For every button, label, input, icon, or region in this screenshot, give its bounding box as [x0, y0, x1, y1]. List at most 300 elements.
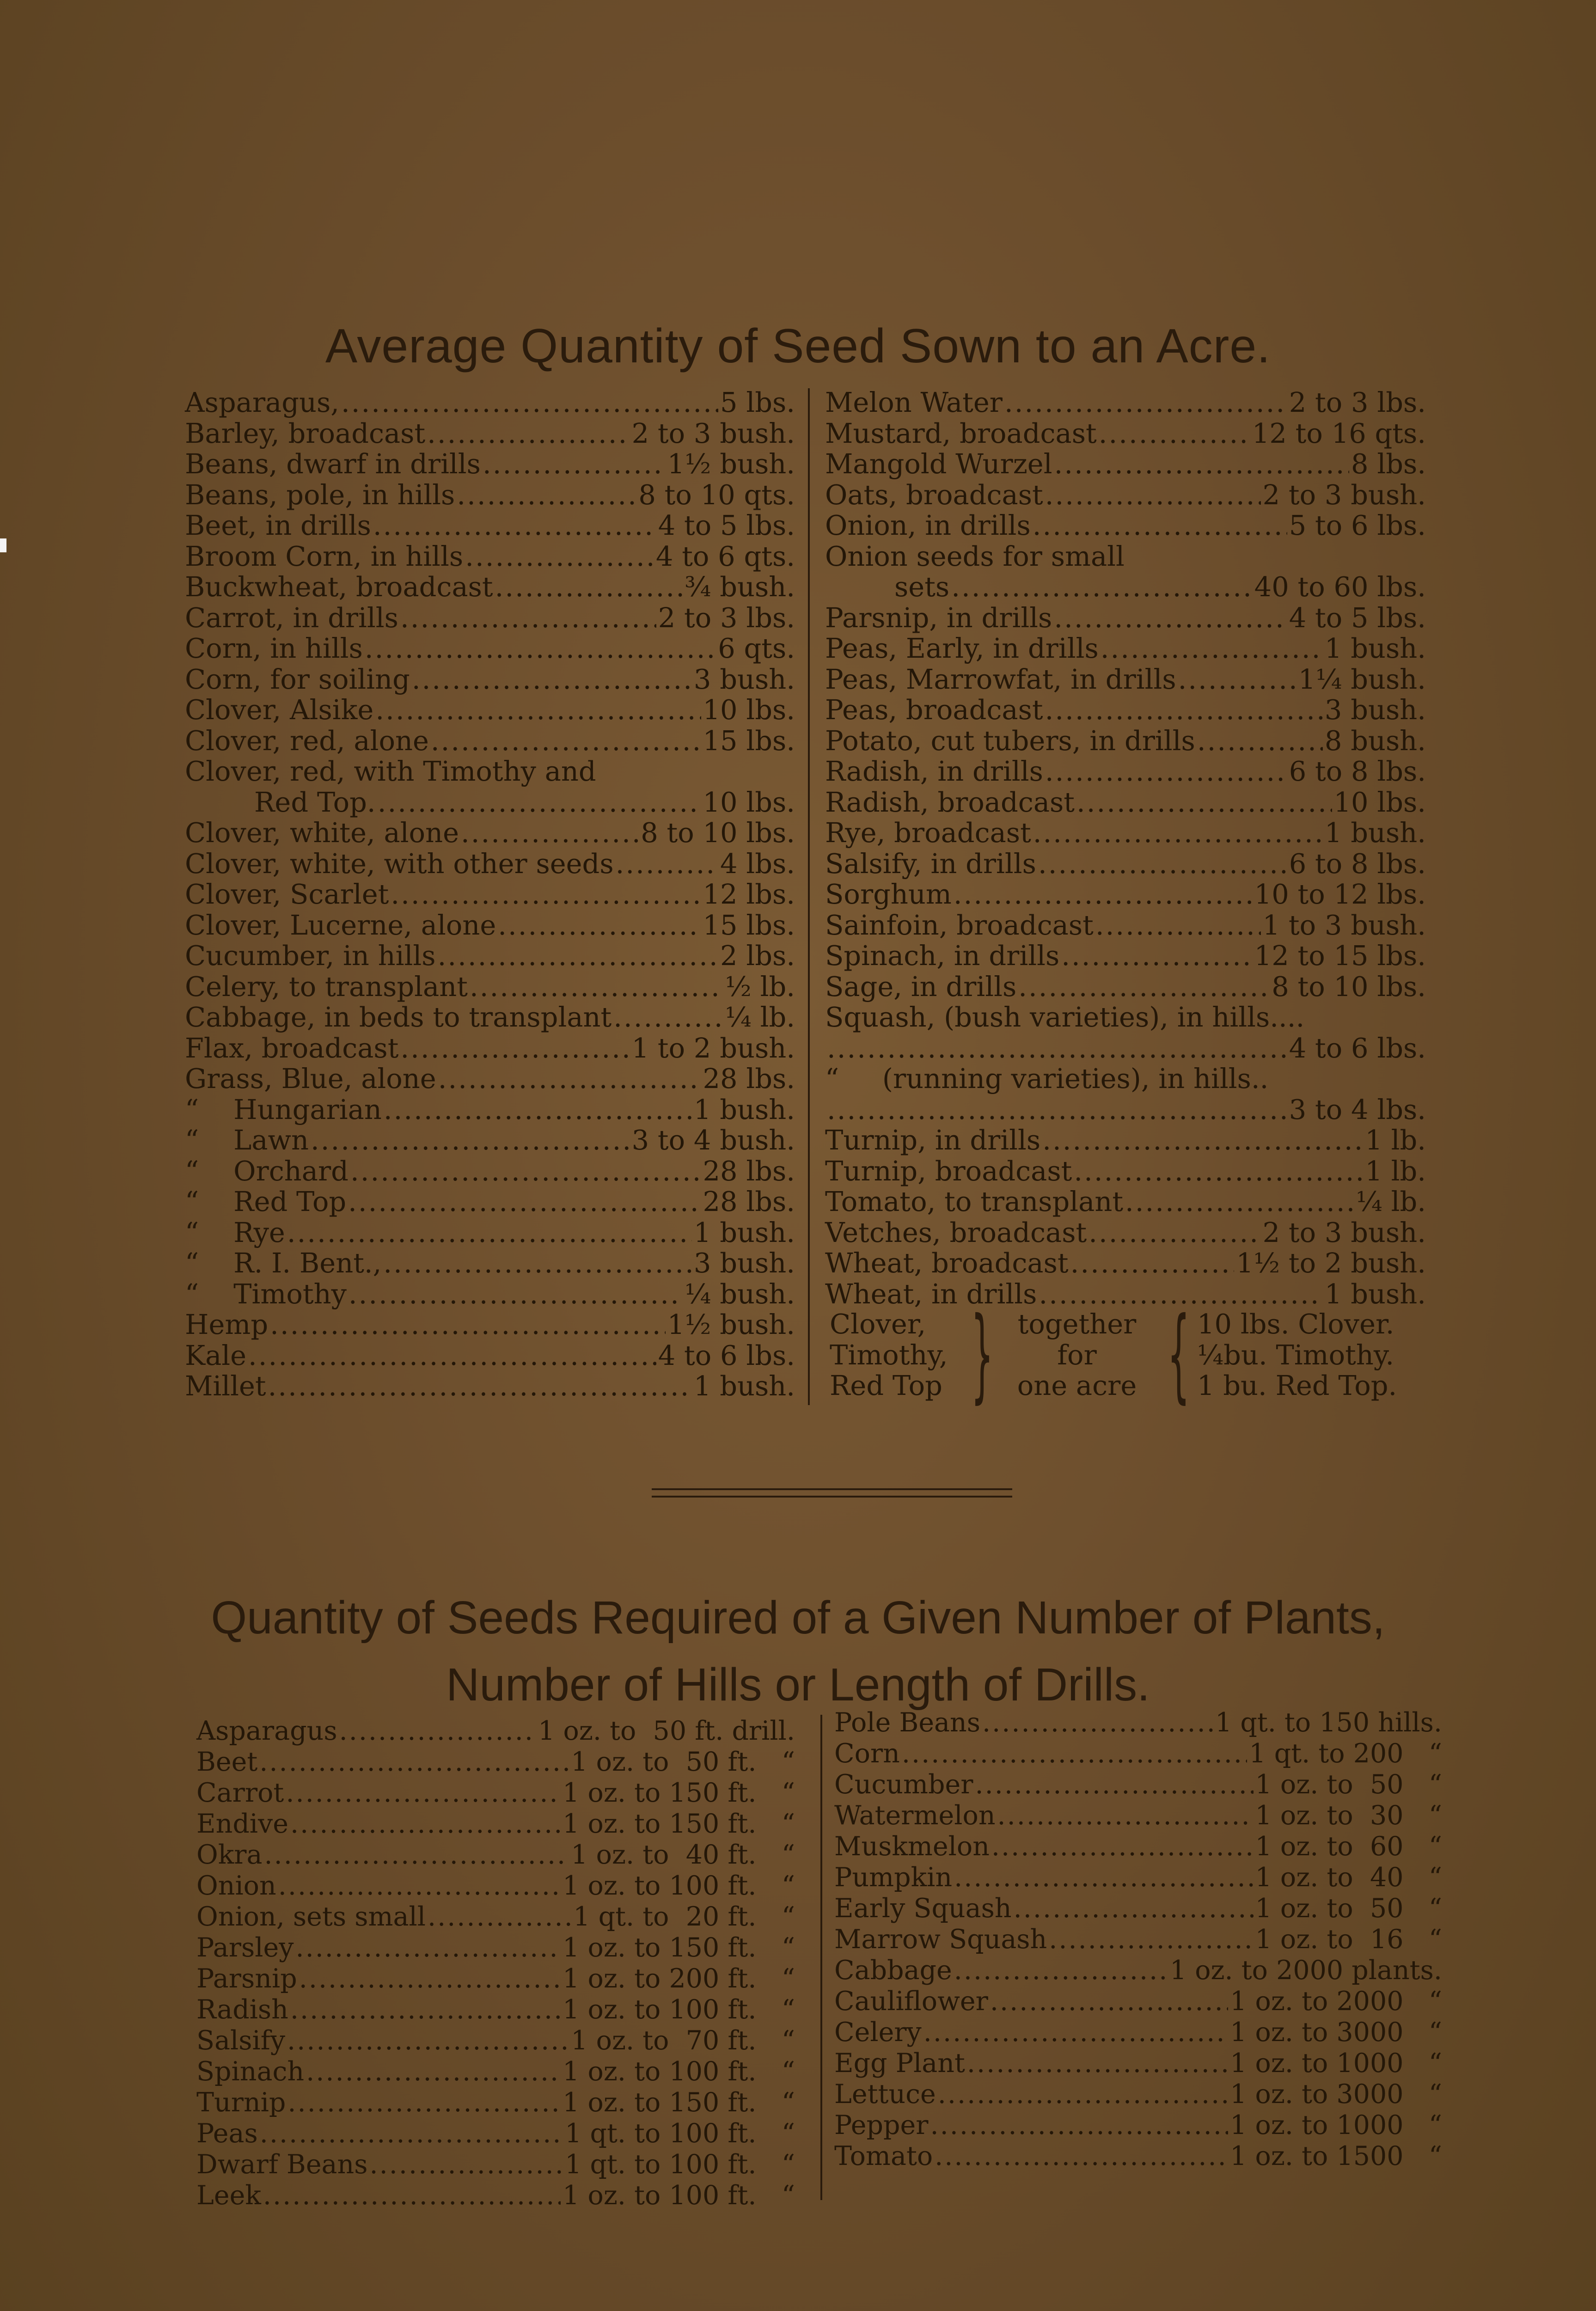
dot-leader	[1054, 449, 1349, 480]
seed-quantity: 2 to 3 bush.	[631, 417, 795, 449]
seed-quantity: 1 oz. to 3000 “	[1230, 2079, 1442, 2109]
seed-quantity: 1 bush.	[693, 1093, 795, 1125]
seed-name: Celery	[834, 2017, 922, 2048]
seed-row	[825, 1033, 1426, 1064]
seed-name: Turnip	[196, 2087, 286, 2118]
seed-name: “ Rye	[185, 1216, 285, 1248]
seed-quantity: 1 oz. to 100 ft. “	[563, 1994, 795, 2025]
seed-quantity: 4 to 5 lbs.	[658, 509, 795, 541]
seed-name: Radish	[196, 1994, 288, 2025]
seed-row	[185, 418, 795, 449]
seed-name: Mangold Wurzel	[825, 448, 1052, 480]
seed-row	[834, 1986, 1442, 2017]
dot-leader	[278, 1871, 561, 1901]
seed-name: Wheat, broadcast	[825, 1247, 1069, 1279]
seed-name: “ Timothy	[185, 1278, 347, 1310]
seed-row: Onion seeds for small	[825, 540, 1125, 572]
section1-left-column	[185, 387, 795, 1402]
seed-row	[185, 480, 795, 511]
seed-name: Cucumber, in hills	[185, 940, 436, 972]
seed-name: Egg Plant	[834, 2048, 965, 2079]
seed-row	[185, 449, 795, 480]
seed-quantity: 3 bush.	[693, 663, 795, 695]
seed-quantity: 1 lb.	[1365, 1124, 1426, 1156]
seed-quantity: ¼ lb.	[725, 1001, 795, 1033]
seed-quantity: 1 oz. to 3000 “	[1230, 2017, 1442, 2048]
seed-name: Peas, Early, in drills	[825, 632, 1099, 664]
dot-leader	[954, 1862, 1253, 1893]
seed-name: Parsley	[196, 1932, 294, 1963]
dot-leader	[412, 664, 692, 695]
seed-quantity: 8 lbs.	[1351, 448, 1426, 480]
seed-name: Sorghum	[825, 878, 952, 910]
section-separator-top	[652, 1488, 1012, 1490]
seed-row	[834, 1893, 1442, 1924]
dot-leader	[1038, 849, 1287, 880]
seed-name: Red Top.	[254, 786, 376, 818]
seed-quantity: 1 oz. to 100 ft. “	[563, 1871, 795, 1901]
seed-name: Tomato, to transplant	[825, 1186, 1124, 1217]
seed-name: Clover, Alsike	[185, 694, 374, 726]
seed-name: Asparagus,	[185, 386, 340, 418]
dot-leader	[400, 603, 656, 634]
seed-row	[825, 849, 1426, 880]
edge-mark	[0, 538, 6, 552]
seed-name: “ R. I. Bent.,	[185, 1247, 382, 1279]
dot-leader	[375, 695, 701, 726]
seed-row: “ (running varieties), in hills..	[825, 1063, 1269, 1094]
seed-name: Sainfoin, broadcast	[825, 909, 1094, 941]
seed-quantity: 1 oz. to 1000 “	[1230, 2048, 1442, 2079]
seed-quantity: 4 to 5 lbs.	[1289, 601, 1426, 634]
seed-quantity: ¼ bush.	[685, 1278, 795, 1310]
seed-quantity: 1 to 3 bush.	[1262, 909, 1426, 941]
seed-quantity: 3 to 4 lbs.	[1289, 1093, 1426, 1125]
seed-quantity: 1 oz. to 40 ft. “	[571, 1840, 795, 1870]
seed-name: Early Squash	[834, 1893, 1012, 1924]
dot-leader	[461, 818, 639, 849]
seed-name: Celery, to transplant	[185, 970, 468, 1003]
seed-quantity: 28 lbs.	[703, 1155, 795, 1187]
dot-leader	[1054, 603, 1287, 634]
seed-quantity: 28 lbs.	[703, 1186, 795, 1217]
seed-name: Clover, white, alone	[185, 817, 459, 849]
section1-right-column	[825, 387, 1426, 1309]
seed-row	[825, 1094, 1426, 1125]
seed-name: Dwarf Beans	[196, 2149, 368, 2180]
seed-quantity: 40 to 60 lbs.	[1254, 571, 1426, 603]
seed-row	[834, 1800, 1442, 1831]
seed-quantity: 4 to 6 lbs.	[1289, 1032, 1426, 1064]
seed-row	[185, 633, 795, 664]
seed-row	[825, 1248, 1426, 1279]
seed-quantity: 1 oz. to 100 ft. “	[563, 2056, 795, 2087]
dot-leader	[991, 1831, 1254, 1862]
seed-name: Flax, broadcast	[185, 1032, 399, 1064]
section2-title-line2: Number of Hills or Length of Drills.	[446, 1659, 1150, 1711]
seed-name: “ Orchard	[185, 1155, 349, 1187]
section-separator-bottom	[652, 1496, 1012, 1498]
seed-row	[834, 2017, 1442, 2048]
seed-name: Corn, for soiling	[185, 663, 410, 695]
seed-row	[825, 572, 1426, 603]
seed-quantity: 12 to 15 lbs.	[1254, 940, 1426, 972]
seed-name: sets	[894, 571, 950, 603]
seed-row	[185, 541, 795, 572]
seed-quantity: 1 oz. to 70 ft. “	[571, 2025, 795, 2056]
seed-row	[834, 1862, 1442, 1893]
seed-quantity: 1 oz. to 150 ft. “	[563, 1932, 795, 1963]
seed-quantity: 1 oz. to 50 ft. “	[571, 1747, 795, 1777]
seed-quantity: 28 lbs.	[703, 1063, 795, 1094]
seed-row	[196, 1840, 795, 1871]
dot-leader	[616, 849, 718, 880]
dot-leader	[1076, 787, 1332, 818]
seed-quantity: 10 lbs.	[703, 694, 795, 726]
seed-name: Onion, sets small	[196, 1901, 426, 1932]
seed-row	[185, 1309, 795, 1340]
seed-name: Radish, broadcast	[825, 786, 1075, 818]
seed-quantity: 10 to 12 lbs.	[1254, 878, 1426, 910]
dot-leader	[299, 1963, 561, 1994]
seed-quantity: 1 bush.	[1324, 1278, 1426, 1310]
seed-name: “ Red Top	[185, 1186, 347, 1217]
seed-row	[185, 726, 795, 757]
seed-quantity: 2 to 3 bush.	[1262, 478, 1426, 511]
seed-row	[825, 818, 1426, 849]
seed-quantity: 10 lbs.	[1333, 786, 1426, 818]
seed-row	[185, 849, 795, 880]
dot-leader	[259, 1747, 569, 1778]
dot-leader	[954, 1955, 1168, 1986]
dot-leader	[287, 2025, 569, 2056]
seed-row	[185, 572, 795, 603]
seed-name: Lettuce	[834, 2079, 936, 2109]
seed-name: Asparagus	[196, 1716, 337, 1746]
seed-quantity: 6 to 8 lbs.	[1289, 847, 1426, 880]
seed-row	[185, 1340, 795, 1371]
seed-row	[196, 2056, 795, 2087]
dot-leader	[373, 510, 656, 541]
seed-row	[185, 387, 795, 418]
dot-leader	[339, 1716, 537, 1747]
seed-name: Onion, in drills	[825, 509, 1031, 541]
seed-quantity: 8 to 10 lbs.	[1272, 970, 1426, 1003]
seed-quantity: 4 to 6 lbs.	[658, 1339, 795, 1371]
dot-leader	[997, 1800, 1254, 1831]
dot-leader	[1061, 941, 1252, 972]
seed-quantity: 12 lbs.	[703, 878, 795, 910]
seed-name: Cabbage	[834, 1955, 952, 1986]
seed-row	[825, 1156, 1426, 1187]
seed-quantity: 1 lb.	[1365, 1155, 1426, 1187]
seed-quantity: 1 oz. to 200 ft. “	[563, 1963, 795, 1994]
seed-row	[185, 941, 795, 972]
dot-leader	[1125, 1186, 1354, 1217]
dot-leader	[827, 1033, 1287, 1064]
seed-row	[834, 1955, 1442, 1986]
dot-leader	[1101, 633, 1323, 664]
seed-quantity: 1 oz. to 60 “	[1255, 1831, 1442, 1862]
seed-row	[185, 1248, 795, 1279]
seed-name: Peas, Marrowfat, in drills	[825, 663, 1176, 695]
seed-row	[825, 633, 1426, 664]
seed-row	[825, 1125, 1426, 1156]
seed-name: Turnip, in drills	[825, 1124, 1041, 1156]
seed-row	[196, 2180, 795, 2211]
dot-leader	[350, 1156, 701, 1187]
dot-leader	[495, 572, 683, 603]
seed-quantity: 1 oz. to 1000 “	[1230, 2110, 1442, 2140]
seed-quantity: 1 bush.	[1324, 817, 1426, 849]
seed-row	[825, 787, 1426, 818]
column-divider	[820, 1715, 822, 2200]
clover-mix-names: Clover, Timothy, Red Top	[830, 1308, 948, 1401]
seed-name: Corn	[834, 1738, 900, 1769]
seed-name: Corn, in hills	[185, 632, 363, 664]
dot-leader	[967, 2048, 1228, 2079]
dot-leader	[1042, 1125, 1363, 1156]
dot-leader	[1088, 1217, 1260, 1248]
dot-leader	[306, 2056, 561, 2087]
seed-quantity: 1 qt. to 100 ft. “	[565, 2149, 795, 2180]
clover-mix-amounts: 10 lbs. Clover. ¼bu. Timothy. 1 bu. Red Top.	[1197, 1308, 1397, 1401]
dot-leader	[290, 1994, 561, 2025]
seed-row	[196, 1716, 795, 1747]
dot-leader	[1033, 510, 1287, 541]
seed-quantity: 8 to 10 lbs.	[641, 817, 795, 849]
seed-row: Clover, red, with Timothy and	[185, 755, 596, 787]
dot-leader	[1045, 756, 1287, 787]
seed-row	[825, 603, 1426, 634]
seed-name: Peas	[196, 2118, 258, 2149]
seed-name: Tomato	[834, 2141, 933, 2171]
seed-quantity: 5 lbs.	[720, 386, 795, 418]
seed-name: Onion	[196, 1871, 276, 1901]
dot-leader	[990, 1986, 1228, 2017]
dot-leader	[1045, 695, 1323, 726]
seed-name: Barley, broadcast	[185, 417, 426, 449]
column-divider	[808, 388, 810, 1405]
seed-row	[825, 972, 1426, 1003]
seed-quantity: 2 lbs.	[720, 940, 795, 972]
seed-name: Spinach	[196, 2056, 305, 2087]
dot-leader	[287, 2087, 561, 2118]
seed-quantity: 1 oz. to 30 “	[1255, 1800, 1442, 1831]
dot-leader	[311, 1125, 630, 1156]
dot-leader	[498, 910, 701, 941]
dot-leader	[457, 480, 636, 511]
seed-row	[185, 1033, 795, 1064]
seed-quantity: 1 oz. to 150 ft. “	[563, 1809, 795, 1839]
dot-leader	[438, 1064, 701, 1094]
dot-leader	[1045, 480, 1261, 511]
seed-row	[834, 1769, 1442, 1800]
seed-name: Parsnip	[196, 1963, 297, 1994]
seed-row	[185, 1186, 795, 1217]
seed-row	[196, 1809, 795, 1840]
dot-leader	[935, 2141, 1228, 2172]
seed-row	[196, 2087, 795, 2118]
seed-row	[196, 1778, 795, 1809]
seed-row	[825, 910, 1426, 941]
seed-quantity: 1 oz. to 150 ft. “	[563, 1778, 795, 1808]
dot-leader	[384, 1094, 692, 1125]
dot-leader	[483, 449, 666, 480]
seed-row	[196, 1901, 795, 1932]
seed-name: Cucumber	[834, 1769, 973, 1800]
seed-name: Spinach, in drills	[825, 940, 1060, 972]
seed-row	[185, 1125, 795, 1156]
seed-quantity: 1½ to 2 bush.	[1236, 1247, 1426, 1279]
seed-name: Pumpkin	[834, 1862, 953, 1893]
seed-row	[196, 1871, 795, 1901]
seed-row	[185, 787, 795, 818]
seed-row	[185, 1064, 795, 1094]
dot-leader	[1049, 1924, 1253, 1955]
seed-quantity: ½ lb.	[725, 970, 795, 1003]
seed-row	[834, 1924, 1442, 1955]
seed-quantity: 1 oz. to 16 “	[1255, 1924, 1442, 1955]
seed-quantity: 2 to 3 lbs.	[1289, 386, 1426, 418]
seed-row	[825, 695, 1426, 726]
dot-leader	[827, 1094, 1287, 1125]
seed-name: Endive	[196, 1809, 288, 1839]
dot-leader	[263, 2180, 561, 2211]
seed-name: “ Hungarian	[185, 1093, 382, 1125]
seed-name: Radish, in drills	[825, 755, 1043, 787]
dot-leader	[431, 726, 701, 757]
right-brace-icon: }	[971, 1295, 994, 1413]
dot-leader	[427, 418, 630, 449]
seed-row	[185, 1279, 795, 1310]
dot-leader	[400, 1033, 630, 1064]
seed-row	[825, 941, 1426, 972]
seed-name: Beans, dwarf in drills	[185, 448, 481, 480]
dot-leader	[341, 387, 718, 418]
seed-name: Clover, red, alone	[185, 724, 429, 757]
seed-quantity: 1½ bush.	[667, 1308, 795, 1340]
seed-row	[196, 2118, 795, 2149]
seed-row	[185, 1371, 795, 1402]
dot-leader	[365, 633, 716, 664]
dot-leader	[248, 1340, 656, 1371]
seed-quantity: 1 qt. to 20 ft. “	[573, 1901, 795, 1932]
dot-leader	[951, 572, 1252, 603]
seed-row	[825, 418, 1426, 449]
seed-name: Beet, in drills	[185, 509, 371, 541]
seed-quantity: 8 to 10 qts.	[638, 478, 795, 511]
seed-quantity: 1 oz. to 50 ft. drill.	[538, 1716, 795, 1746]
dot-leader	[938, 2079, 1228, 2110]
seed-quantity: 1 oz. to 2000 plants.	[1169, 1955, 1442, 1986]
seed-quantity: 1 oz. to 50 “	[1255, 1769, 1442, 1800]
seed-name: Buckwheat, broadcast	[185, 571, 493, 603]
dot-leader	[370, 2149, 563, 2180]
seed-row	[196, 1994, 795, 2025]
seed-quantity: 3 bush.	[693, 1247, 795, 1279]
seed-quantity: 1 qt. to 200 “	[1249, 1738, 1442, 1769]
seed-row	[825, 480, 1426, 511]
seed-name: Muskmelon	[834, 1831, 990, 1862]
dot-leader	[470, 972, 723, 1003]
seed-name: Clover, white, with other seeds	[185, 847, 614, 880]
seed-row	[196, 2025, 795, 2056]
dot-leader	[1070, 1248, 1235, 1279]
seed-row	[834, 2048, 1442, 2079]
section2-right-column	[834, 1707, 1442, 2172]
seed-row	[834, 2079, 1442, 2110]
seed-name: Melon Water	[825, 386, 1003, 418]
seed-name: Okra	[196, 1840, 263, 1870]
dot-leader	[1033, 818, 1323, 849]
seed-name: Cabbage, in beds to transplant	[185, 1001, 612, 1033]
seed-quantity: 1 oz. to 2000 “	[1230, 1986, 1442, 2017]
seed-row	[825, 1279, 1426, 1310]
seed-row	[825, 756, 1426, 787]
seed-name: Wheat, in drills	[825, 1278, 1037, 1310]
left-brace-icon: {	[1167, 1295, 1190, 1413]
seed-row: Squash, (bush varieties), in hills....	[825, 1001, 1305, 1033]
dot-leader	[348, 1186, 701, 1217]
seed-name: Millet	[185, 1370, 266, 1402]
seed-name: Beans, pole, in hills	[185, 478, 455, 511]
seed-row	[185, 818, 795, 849]
section2-title-line1: Quantity of Seeds Required of a Given Number of Plants,	[211, 1592, 1385, 1644]
seed-quantity: 15 lbs.	[703, 909, 795, 941]
seed-quantity: 1 oz. to 40 “	[1255, 1862, 1442, 1893]
dot-leader	[286, 1778, 561, 1809]
seed-name: Parsnip, in drills	[825, 601, 1052, 634]
dot-leader	[270, 1309, 666, 1340]
seed-quantity: 3 bush.	[1324, 694, 1426, 726]
dot-leader	[902, 1738, 1247, 1769]
seed-quantity: 1½ bush.	[667, 448, 795, 480]
seed-row	[185, 1002, 795, 1033]
seed-name: “ Lawn	[185, 1124, 309, 1156]
seed-quantity: 1 oz. to 1500 “	[1230, 2141, 1442, 2171]
seed-quantity: ¾ bush.	[685, 571, 795, 603]
seed-row	[825, 1186, 1426, 1217]
seed-name: Peas, broadcast	[825, 694, 1043, 726]
seed-name: Clover, Lucerne, alone	[185, 909, 496, 941]
clover-mix-middle: together for one acre	[1017, 1308, 1137, 1401]
dot-leader	[287, 1217, 692, 1248]
seed-quantity: 1 qt. to 100 ft. “	[565, 2118, 795, 2149]
dot-leader	[1099, 418, 1250, 449]
seed-quantity: 12 to 16 qts.	[1252, 417, 1426, 449]
seed-row	[825, 387, 1426, 418]
dot-leader	[923, 2017, 1228, 2048]
seed-row	[185, 1217, 795, 1248]
seed-row	[825, 726, 1426, 757]
dot-leader	[930, 2110, 1228, 2141]
seed-row	[185, 1156, 795, 1187]
seed-quantity: 1 bush.	[1324, 632, 1426, 664]
seed-name: Rye, broadcast	[825, 817, 1031, 849]
seed-quantity: 1 to 2 bush.	[631, 1032, 795, 1064]
seed-quantity: 6 qts.	[718, 632, 795, 664]
dot-leader	[1178, 664, 1296, 695]
seed-row	[825, 664, 1426, 695]
seed-row	[196, 2149, 795, 2180]
seed-quantity: 3 to 4 bush.	[631, 1124, 795, 1156]
seed-quantity: 2 to 3 bush.	[1262, 1216, 1426, 1248]
seed-name: Mustard, broadcast	[825, 417, 1097, 449]
dot-leader	[290, 1809, 561, 1840]
dot-leader	[982, 1707, 1213, 1738]
dot-leader	[975, 1769, 1253, 1800]
